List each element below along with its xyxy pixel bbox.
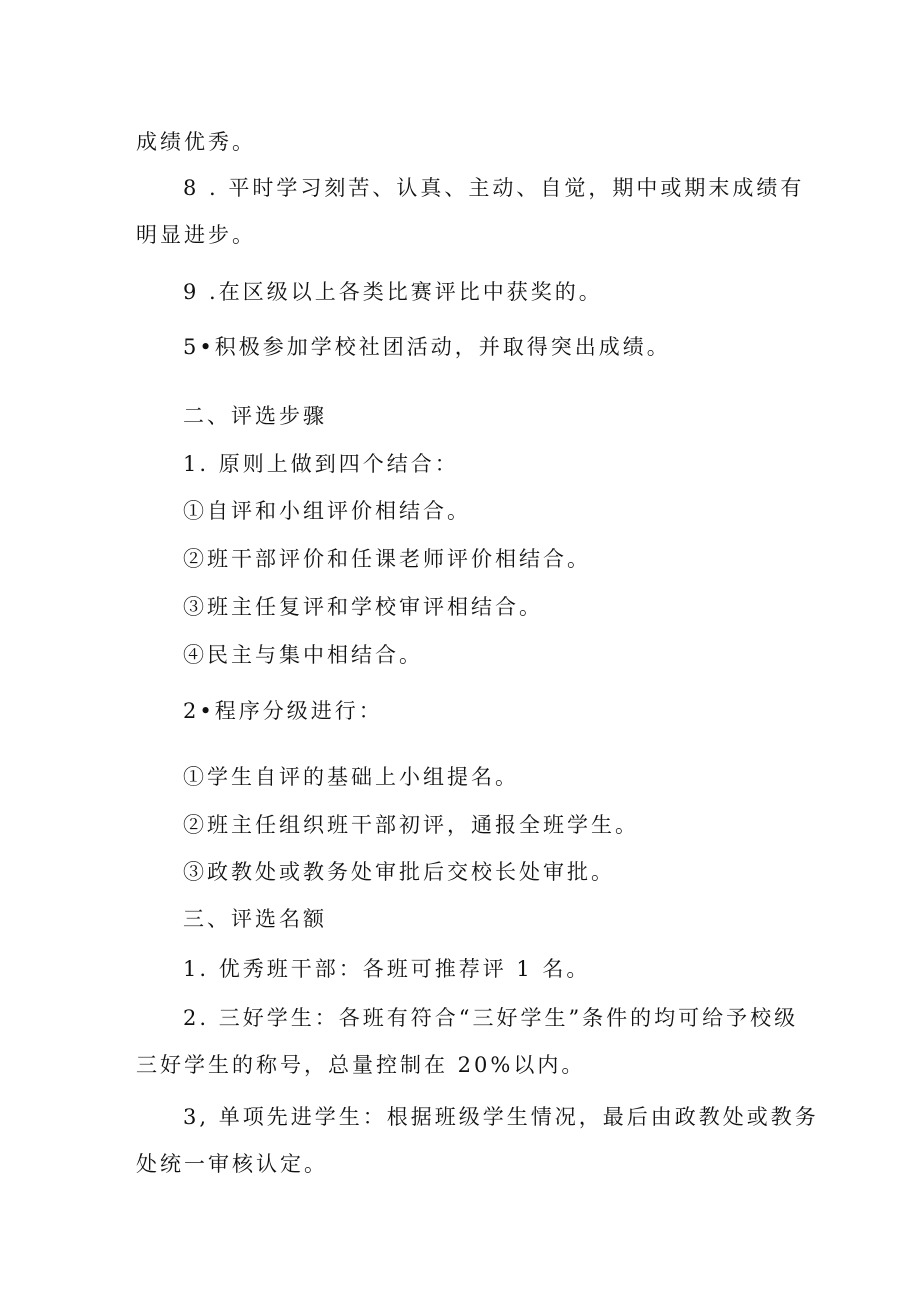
list-item-cadre: 1. 优秀班干部：各班可推荐评 1 名。 xyxy=(183,957,591,981)
list-item-9: 9 .在区级以上各类比赛评比中获奖的。 xyxy=(183,280,603,304)
sub-item-2: ②班主任组织班干部初评，通报全班学生。 xyxy=(183,813,639,837)
sub-item-2: ②班干部评价和任课老师评价相结合。 xyxy=(183,547,591,571)
list-item-single-advanced: 3, 单项先进学生：根据班级学生情况，最后由政教处或教务 xyxy=(183,1105,819,1129)
list-item-procedure: 2•程序分级进行： xyxy=(183,699,383,723)
list-item-three-good: 2. 三好学生：各班有符合“三好学生”条件的均可给予校级 xyxy=(183,1006,799,1030)
sub-item-1: ①学生自评的基础上小组提名。 xyxy=(183,765,519,789)
section-heading-steps: 二、评选步骤 xyxy=(183,404,327,428)
list-item-5: 5•积极参加学校社团活动，并取得突出成绩。 xyxy=(183,335,671,359)
section-heading-quota: 三、评选名额 xyxy=(183,907,327,931)
sub-item-1: ①自评和小组评价相结合。 xyxy=(183,499,471,523)
sub-item-3: ③班主任复评和学校审评相结合。 xyxy=(183,595,543,619)
sub-item-4: ④民主与集中相结合。 xyxy=(183,643,423,667)
text-line-continuation: 明显进步。 xyxy=(136,223,256,247)
sub-item-3: ③政教处或教务处审批后交校长处审批。 xyxy=(183,860,615,884)
text-line-continuation: 处统一审核认定。 xyxy=(136,1152,328,1176)
text-line-continuation: 三好学生的称号，总量控制在 20%以内。 xyxy=(136,1053,586,1077)
list-item-principle: 1. 原则上做到四个结合： xyxy=(183,452,459,476)
list-item-8: 8 . 平时学习刻苦、认真、主动、自觉，期中或期末成绩有 xyxy=(183,176,805,200)
text-line-continuation: 成绩优秀。 xyxy=(136,130,256,154)
